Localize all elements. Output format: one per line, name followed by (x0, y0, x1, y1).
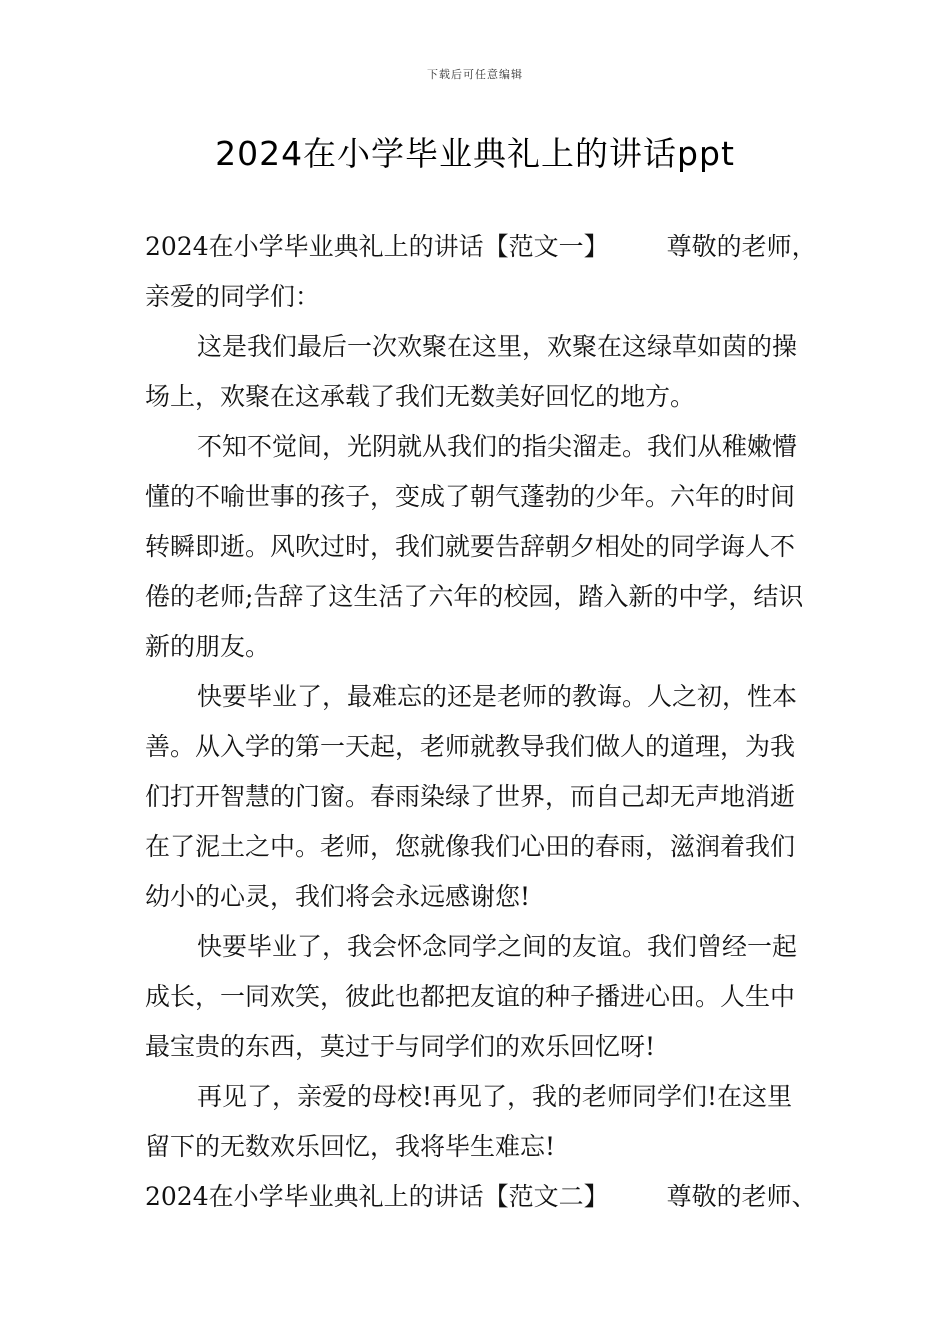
body-paragraph-3: 快要毕业了，最难忘的还是老师的教诲。人之初，性本善。从入学的第一天起，老师就教导我们做人的道理，为我们打开智慧的门窗。春雨染绿了世界，而自己却无声地消逝在了泥土之中。老师，您就像我们心田的春雨，滋润着我们幼小的心灵，我们将会永远感谢您! (145, 682, 798, 911)
section-heading-1 (145, 222, 817, 272)
body-paragraph-2: 不知不觉间，光阴就从我们的指尖溜走。我们从稚嫩懵懂的不喻世事的孩子，变成了朝气蓬勃的少年。六年的时间转瞬即逝。风吹过时，我们就要告辞朝夕相处的同学诲人不倦的老师;告辞了这生活了六年的校园，踏入新的中学，结识新的朋友。 (145, 432, 804, 661)
body-paragraph-4: 快要毕业了，我会怀念同学之间的友谊。我们曾经一起成长，一同欢笑，彼此也都把友谊的种子播进心田。人生中最宝贵的东西，莫过于与同学们的欢乐回忆呀! (145, 932, 798, 1061)
section-heading-2 (145, 1172, 817, 1222)
salutation-inline-1: 尊敬的老师， (666, 232, 817, 261)
salutation-continuation: 亲爱的同学们： (145, 282, 321, 311)
section-heading-1-text: 2024在小学毕业典礼上的讲话【范文一】 (145, 232, 609, 261)
document-title: 2024在小学毕业典礼上的讲话ppt (215, 134, 735, 173)
salutation-inline-2: 尊敬的老师、 (666, 1182, 817, 1211)
body-paragraph-5: 再见了，亲爱的母校!再见了，我的老师同学们!在这里留下的无数欢乐回忆，我将毕生难忘! (145, 1082, 793, 1161)
section-heading-2-text: 2024在小学毕业典礼上的讲话【范文二】 (145, 1182, 609, 1211)
document-body (145, 222, 817, 1222)
body-paragraph-1: 这是我们最后一次欢聚在这里，欢聚在这绿草如茵的操场上，欢聚在这承载了我们无数美好回忆的地方。 (145, 332, 798, 411)
header-note: 下载后可任意编辑 (427, 68, 523, 81)
